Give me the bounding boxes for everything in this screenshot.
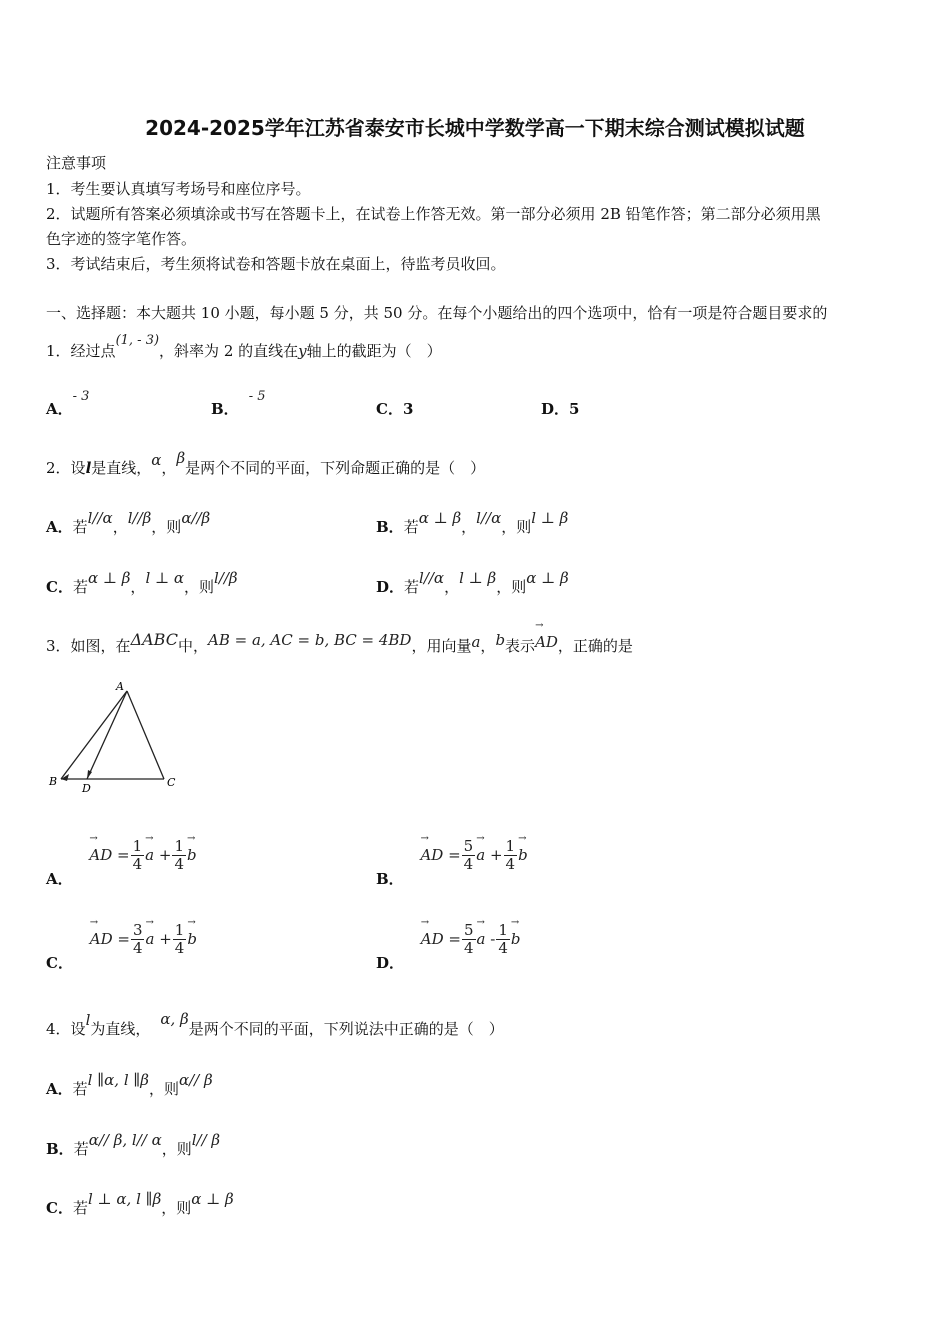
option-text: ， — [461, 518, 477, 536]
operator: + — [159, 929, 172, 948]
triangle-figure — [44, 678, 194, 798]
operator: + — [489, 845, 503, 864]
option-text: ，则 — [184, 578, 215, 596]
label-d: D — [82, 782, 91, 795]
q3-vector-a: a — [471, 633, 481, 651]
option-math: l//α — [419, 569, 445, 587]
option-text: ，则 — [496, 578, 527, 596]
option-text: 若 — [404, 578, 420, 596]
vector-a: → a — [145, 930, 154, 948]
formula-lhs: → AD = — [90, 930, 130, 948]
option-text: ， — [130, 578, 146, 596]
q1-option-a[interactable] — [46, 389, 90, 419]
q3-option-c[interactable] — [46, 921, 197, 972]
option-value: - 3 — [72, 389, 90, 404]
option-value: 3 — [402, 400, 414, 418]
option-math: α//β — [181, 509, 211, 527]
numerator: 5 — [463, 837, 474, 855]
option-text: 若 — [73, 1140, 89, 1158]
q1-point: (1, - 3) — [115, 333, 160, 348]
numerator: 5 — [464, 921, 474, 939]
option-math: l//α — [87, 509, 113, 527]
option-label: C． — [46, 578, 73, 596]
option-math: l ⊥ β — [459, 569, 497, 587]
vector-a: → a — [477, 930, 486, 948]
q3-option-a[interactable] — [46, 837, 197, 888]
denominator: 4 — [464, 939, 474, 957]
q4-option-a[interactable] — [46, 1071, 213, 1099]
option-math: α ⊥ β — [87, 569, 131, 587]
option-text: ，则 — [161, 1140, 192, 1158]
option-math: l//α — [476, 509, 502, 527]
option-text: 若 — [72, 1080, 88, 1098]
option-label: D． — [376, 953, 405, 972]
option-label: A． — [46, 1080, 73, 1098]
numerator: 1 — [174, 921, 185, 939]
q4-text: 设 — [70, 1020, 86, 1038]
option-label: B． — [211, 400, 239, 418]
option-label: B． — [46, 1140, 74, 1158]
q3-text: 中， — [177, 637, 208, 655]
numerator: 1 — [132, 837, 143, 855]
option-text: 若 — [72, 518, 88, 536]
question-number: 3． — [46, 637, 71, 655]
q2-text: ， — [161, 459, 177, 477]
notice-item: 2．试题所有答案必须填涂或书写在答题卡上，在试卷上作答无效。第一部分必须用 2B 铅笔作答；第二部分必须用黑 — [46, 205, 821, 223]
vector-a: → a — [476, 846, 485, 864]
label-c: C — [167, 776, 176, 789]
option-math: l ∥α, l ∥β — [87, 1071, 149, 1089]
q1-y: y — [298, 342, 307, 360]
option-text: ， — [112, 518, 128, 536]
segment-ab — [61, 691, 127, 779]
q1-option-d[interactable] — [541, 398, 579, 419]
option-text: ， — [444, 578, 460, 596]
q3-text: 表示 — [505, 637, 536, 655]
question-1 — [46, 333, 442, 361]
q3-text: ，用向量 — [411, 637, 472, 655]
option-math: l//β — [127, 509, 152, 527]
q4-l: l — [85, 1011, 91, 1029]
option-math: α ⊥ β — [418, 509, 462, 527]
operator: + — [158, 845, 172, 864]
label-a: A — [116, 680, 124, 693]
q2-option-b[interactable] — [376, 509, 569, 537]
q1-text: 轴上的截距为（ ） — [306, 342, 442, 360]
notice-item: 色字迹的签字笔作答。 — [46, 230, 197, 248]
q2-text: 是两个不同的平面，下列命题正确的是（ ） — [185, 459, 486, 477]
denominator: 4 — [132, 939, 143, 957]
q3-condition: AB = a, AC = b, BC = 4BD — [207, 631, 412, 649]
option-label: D． — [541, 400, 570, 418]
option-label: A． — [46, 400, 73, 418]
option-label: B． — [376, 518, 404, 536]
option-label: A． — [46, 518, 73, 536]
label-b: B — [49, 775, 58, 788]
numerator: 1 — [505, 837, 516, 855]
option-value: 5 — [569, 400, 580, 418]
question-number: 1． — [46, 342, 71, 360]
operator: - — [490, 929, 496, 948]
notice-item: 1．考生要认真填写考场号和座位序号。 — [46, 180, 311, 198]
q3-vector-ad: → AD — [535, 633, 558, 651]
q4-text: 是两个不同的平面，下列说法中正确的是（ ） — [188, 1020, 504, 1038]
q2-text: 设 — [70, 459, 86, 477]
q3-text: ，正确的是 — [557, 637, 633, 655]
question-2 — [46, 449, 486, 478]
q3-option-d[interactable] — [376, 921, 521, 972]
option-text: ，则 — [161, 1199, 192, 1217]
page-title: 2024-2025学年江苏省泰安市长城中学数学高一下期末综合测试模拟试题 — [145, 116, 805, 140]
option-text: 若 — [72, 578, 88, 596]
denominator: 4 — [505, 855, 516, 873]
formula-lhs: → AD = — [89, 846, 129, 864]
question-number: 2． — [46, 459, 71, 477]
option-math: l//β — [214, 569, 238, 587]
numerator: 3 — [132, 921, 143, 939]
denominator: 4 — [132, 855, 143, 873]
option-text: ，则 — [148, 1080, 179, 1098]
q2-beta: β — [176, 449, 186, 467]
option-math: α ⊥ β — [191, 1190, 234, 1208]
segment-ac — [127, 691, 164, 779]
vector-b: → b — [511, 930, 521, 948]
numerator: 1 — [498, 921, 508, 939]
q2-text: 是直线， — [91, 459, 152, 477]
option-math: α// β — [179, 1071, 213, 1089]
notice-item: 3．考试结束后，考生须将试卷和答题卡放在桌面上，待监考员收回。 — [46, 255, 506, 273]
segment-ad — [87, 691, 127, 779]
question-3 — [46, 630, 633, 656]
vector-b: → b — [187, 846, 197, 864]
vector-a: → a — [145, 846, 154, 864]
q3-text: ， — [480, 637, 496, 655]
q4-option-b[interactable] — [46, 1131, 221, 1159]
option-label: C． — [46, 953, 73, 972]
q2-option-a[interactable] — [46, 509, 211, 537]
option-label: C． — [46, 1199, 73, 1217]
option-math: l ⊥ β — [531, 509, 569, 527]
option-math: α ⊥ β — [526, 569, 569, 587]
q2-option-d[interactable] — [376, 569, 569, 597]
option-text: ，则 — [151, 518, 182, 536]
denominator: 4 — [174, 939, 185, 957]
q3-option-b[interactable] — [376, 837, 528, 888]
option-math: α// β, l// α — [88, 1131, 162, 1149]
formula-lhs: → AD = — [421, 930, 461, 948]
option-text: 若 — [72, 1199, 88, 1217]
formula-lhs: → AD = — [420, 846, 460, 864]
option-math: l ⊥ α — [145, 569, 185, 587]
option-value: - 5 — [248, 389, 266, 404]
q2-l: l — [85, 459, 92, 477]
option-math: l ⊥ α, l ∥β — [87, 1190, 162, 1208]
numerator: 1 — [174, 837, 185, 855]
denominator: 4 — [174, 855, 185, 873]
q3-text: 如图，在 — [70, 637, 131, 655]
vector-b: → b — [187, 930, 197, 948]
question-number: 4． — [46, 1020, 71, 1038]
option-label: C． — [376, 400, 403, 418]
arrowhead-d — [87, 770, 92, 779]
q3-triangle: ΔABC — [130, 630, 178, 649]
denominator: 4 — [463, 855, 474, 873]
q4-option-c[interactable] — [46, 1190, 234, 1218]
question-4 — [46, 1010, 504, 1039]
q4-planes: α, β — [160, 1010, 189, 1028]
option-text: 若 — [403, 518, 419, 536]
vector-b: → b — [518, 846, 528, 864]
q3-vector-b: b — [495, 631, 506, 649]
q4-text: 为直线， — [90, 1020, 151, 1038]
section-heading: 一、选择题：本大题共 10 小题，每小题 5 分，共 50 分。在每个小题给出的四个选项中，恰有一项是符合题目要求的 — [46, 304, 828, 322]
q2-alpha: α — [151, 451, 162, 469]
q1-text: ，斜率为 2 的直线在 — [159, 342, 299, 360]
q1-text: 经过点 — [70, 342, 116, 360]
option-label: B． — [376, 869, 404, 888]
q1-option-b[interactable] — [211, 389, 266, 419]
option-math: l// β — [191, 1131, 221, 1149]
option-text: ，则 — [501, 518, 532, 536]
q2-option-c[interactable] — [46, 569, 238, 597]
denominator: 4 — [498, 939, 508, 957]
q1-option-c[interactable] — [376, 398, 413, 419]
notice-heading: 注意事项 — [46, 154, 107, 172]
option-label: A． — [46, 869, 73, 888]
option-label: D． — [376, 578, 405, 596]
